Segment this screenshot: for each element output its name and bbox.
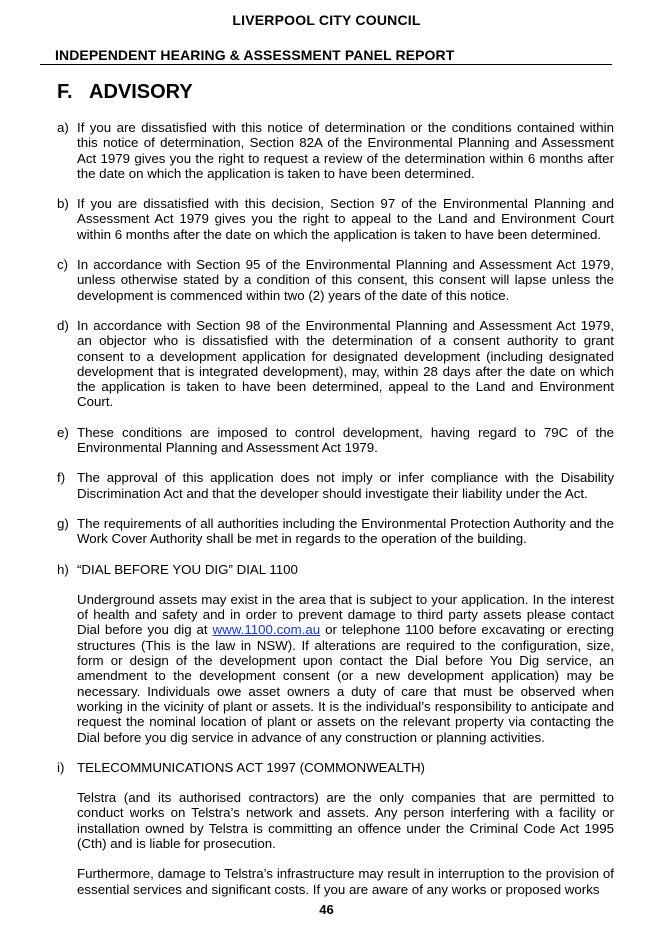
item-label: e) (57, 424, 69, 440)
item-label: c) (57, 257, 69, 273)
item-text: The approval of this application does not imply or infer compliance with the Disability Discrimination Act and that the developer should investigate their liability under the Act. (77, 470, 614, 501)
text-after-link: or telephone 1100 before excavating or erecting structures (This is the law in NSW). If alterations are required to the configuration, size, form or design of the development upon contact the Dial before You Dig service, an amendment to the development consent (or a new development application) may be necessary. Individuals owe asset owners a duty of care that must be observed when working in the vicinity of plant or assets. It is the individual’s responsibility to anticipate and request the nominal location of plant or assets on the relevant property via contacting the Dial before you dig service in advance of any construction or planning activities. (77, 622, 614, 745)
section-number: F. (57, 81, 73, 103)
item-paragraph: Furthermore, damage to Telstra’s infrastructure may result in interruption to the provision of essential services and significant costs. If you are aware of any works or proposed works (77, 866, 614, 897)
item-text: In accordance with Section 95 of the Environmental Planning and Assessment Act 1979, unless otherwise stated by a condition of this consent, this consent will lapse unless the development is commenced within two (2) years of the date of this notice. (77, 257, 614, 303)
item-paragraph (77, 592, 614, 745)
header-divider (40, 64, 612, 65)
section-heading (57, 81, 193, 104)
advisory-item-e (57, 425, 614, 456)
dial-before-you-dig-link[interactable]: www.1100.com.au (212, 622, 321, 638)
item-label: b) (57, 196, 69, 212)
advisory-list (57, 120, 614, 912)
section-title: ADVISORY (89, 81, 193, 103)
council-name: LIVERPOOL CITY COUNCIL (232, 12, 421, 28)
item-label: d) (57, 317, 69, 333)
item-label: i) (57, 759, 65, 775)
advisory-item-a (57, 120, 614, 181)
item-text: In accordance with Section 98 of the Environmental Planning and Assessment Act 1979, an objector who is dissatisfied with the determination of a consent authority to grant consent to a development application for designated development (including designated development that is integrated development), may, within 28 days after the date on which the application is taken to have been determined, appeal to the Land and Environment Court. (77, 317, 614, 410)
report-title: INDEPENDENT HEARING & ASSESSMENT PANEL REPORT (55, 47, 455, 63)
advisory-item-f (57, 470, 614, 501)
advisory-item-b (57, 196, 614, 242)
item-text: If you are dissatisfied with this notice of determination or the conditions contained within this notice of determination, Section 82A of the Environmental Planning and Assessment Act 1979 gives you the right to request a review of the determination within 6 months after the date on which the application is taken to have been determined. (77, 120, 614, 181)
advisory-item-h (57, 562, 614, 745)
page-number: 46 (319, 902, 334, 917)
item-heading: “DIAL BEFORE YOU DIG” DIAL 1100 (77, 561, 298, 577)
item-label: f) (57, 470, 66, 486)
item-label: g) (57, 515, 69, 531)
advisory-item-d (57, 318, 614, 410)
item-text: If you are dissatisfied with this decision, Section 97 of the Environmental Planning and Assessment Act 1979 gives you the right to appeal to the Land and Environment Court within 6 months after the date on which the application is taken to have been determined. (77, 196, 614, 242)
advisory-item-g (57, 516, 614, 547)
advisory-item-c (57, 257, 614, 303)
item-heading: TELECOMMUNICATIONS ACT 1997 (COMMONWEALTH) (77, 759, 425, 775)
item-text: These conditions are imposed to control development, having regard to 79C of the Environmental Planning and Assessment Act 1979. (77, 424, 614, 456)
item-text: The requirements of all authorities including the Environmental Protection Authority and the Work Cover Authority shall be met in regards to the operation of the building. (77, 515, 614, 547)
advisory-item-i (57, 760, 614, 897)
text-before-link: Underground assets may exist in the area that is subject to your application. In the interest of health and safety and in order to prevent damage to third party assets please contact Dial before you dig at (77, 591, 614, 638)
item-label: a) (57, 120, 69, 135)
item-label: h) (57, 561, 69, 577)
item-paragraph: Telstra (and its authorised contractors) are the only companies that are permitted to conduct works on Telstra’s network and assets. Any person interfering with a facility or installation owned by Telstra is committing an offence under the Criminal Code Act 1995 (Cth) and is liable for prosecution. (77, 790, 614, 851)
